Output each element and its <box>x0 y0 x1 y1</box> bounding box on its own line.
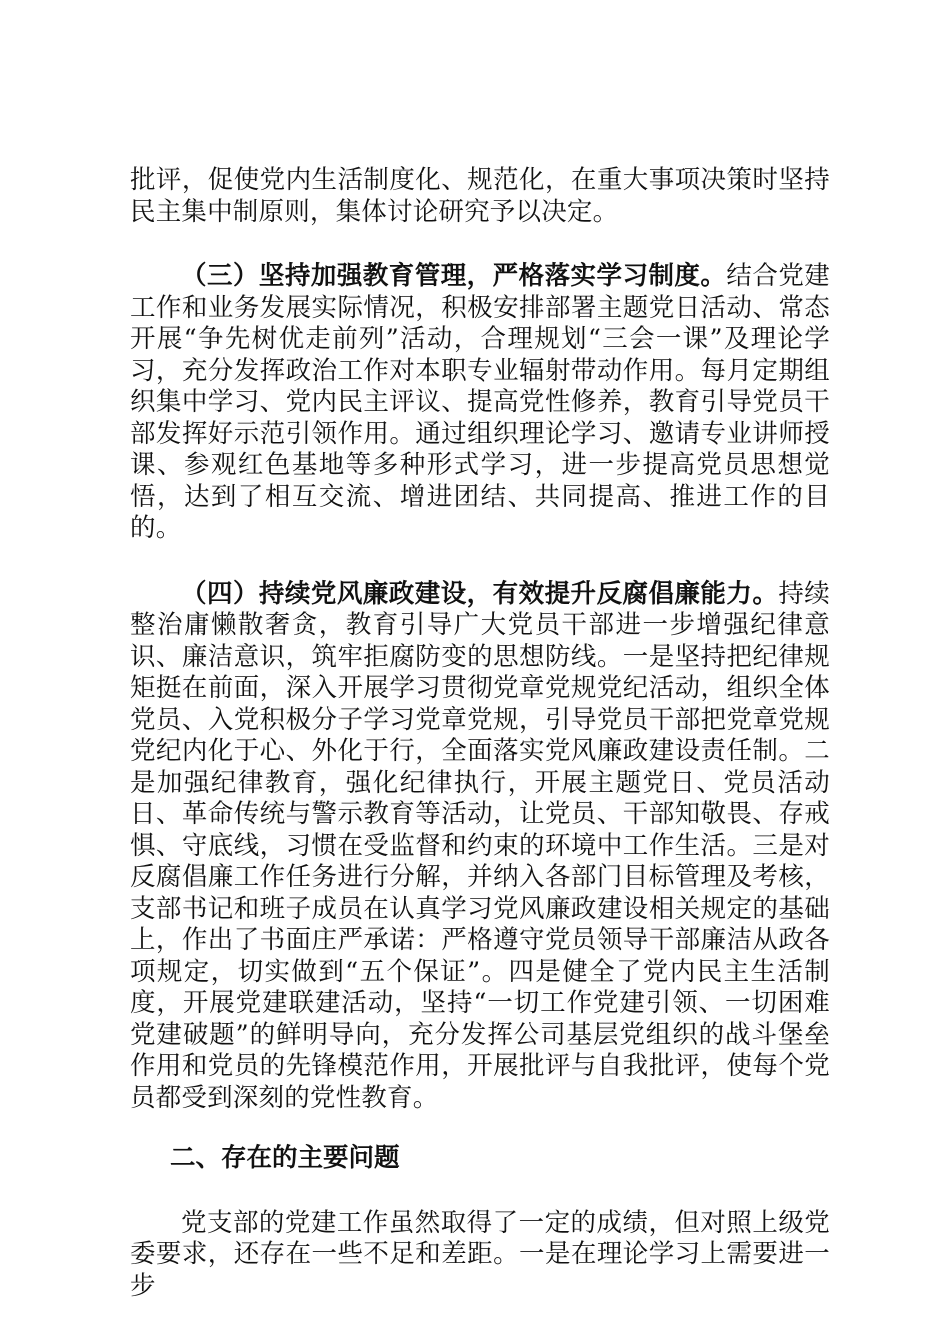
section-three-paragraph <box>130 261 830 545</box>
spacer <box>130 545 830 579</box>
spacer <box>130 1175 830 1208</box>
document-page <box>130 165 830 1302</box>
problems-paragraph: 党支部的党建工作虽然取得了一定的成绩，但对照上级党委要求，还存在一些不足和差距。一是在理论学习上需要进一步 <box>130 1207 830 1301</box>
section-three-heading: （三）坚持加强教育管理，严格落实学习制度。 <box>181 261 727 291</box>
continued-paragraph: 批评，促使党内生活制度化、规范化，在重大事项决策时坚持民主集中制原则，集体讨论研究予以决定。 <box>130 165 830 227</box>
section-two-heading: 二、存在的主要问题 <box>170 1143 400 1173</box>
spacer <box>130 1114 830 1143</box>
section-four-heading: （四）持续党风廉政建设，有效提升反腐倡廉能力。 <box>181 578 779 609</box>
spacer <box>130 228 830 261</box>
section-four-body: 持续整治庸懒散奢贪，教育引导广大党员干部进一步增强纪律意识、廉洁意识，筑牢拒腐防变的思想防线。一是坚持把纪律规矩挺在前面，深入开展学习贯彻党章党规党纪活动，组织全体党员、入党积极分子学习党章党规，引导党员干部把党章党规党纪内化于心、外化于行，全面落实党风廉政建设责任制。二是加强纪律教育，强化纪律执行，开展主题党日、党员活动日、革命传统与警示教育等活动，让党员、干部知敬畏、存戒惧、守底线，习惯在受监督和约束的环境中工作生活。三是对反腐倡廉工作任务进行分解，并纳入各部门目标管理及考核，支部书记和班子成员在认真学习党风廉政建设相关规定的基础上，作出了书面庄严承诺：严格遵守党员领导干部廉洁从政各项规定，切实做到“五个保证”。四是健全了党内民主生活制度，开展党建联建活动，坚持“一切工作党建引领、一切困难党建破题”的鲜明导向，充分发挥公司基层党组织的战斗堡垒作用和党员的先锋模范作用，开展批评与自我批评，使每个党员都受到深刻的党性教育。 <box>130 578 830 1113</box>
section-three-body: 结合党建工作和业务发展实际情况，积极安排部署主题党日活动、常态开展“争先树优走前列”活动，合理规划“三会一课”及理论学习，充分发挥政治工作对本职专业辐射带动作用。每月定期组织集中学习、党内民主评议、提高党性修养，教育引导党员干部发挥好示范引领作用。通过组织理论学习、邀请专业讲师授课、参观红色基地等多种形式学习，进一步提高党员思想觉悟，达到了相互交流、增进团结、共同提高、推进工作的目的。 <box>130 261 830 543</box>
section-four-paragraph <box>130 579 830 1115</box>
